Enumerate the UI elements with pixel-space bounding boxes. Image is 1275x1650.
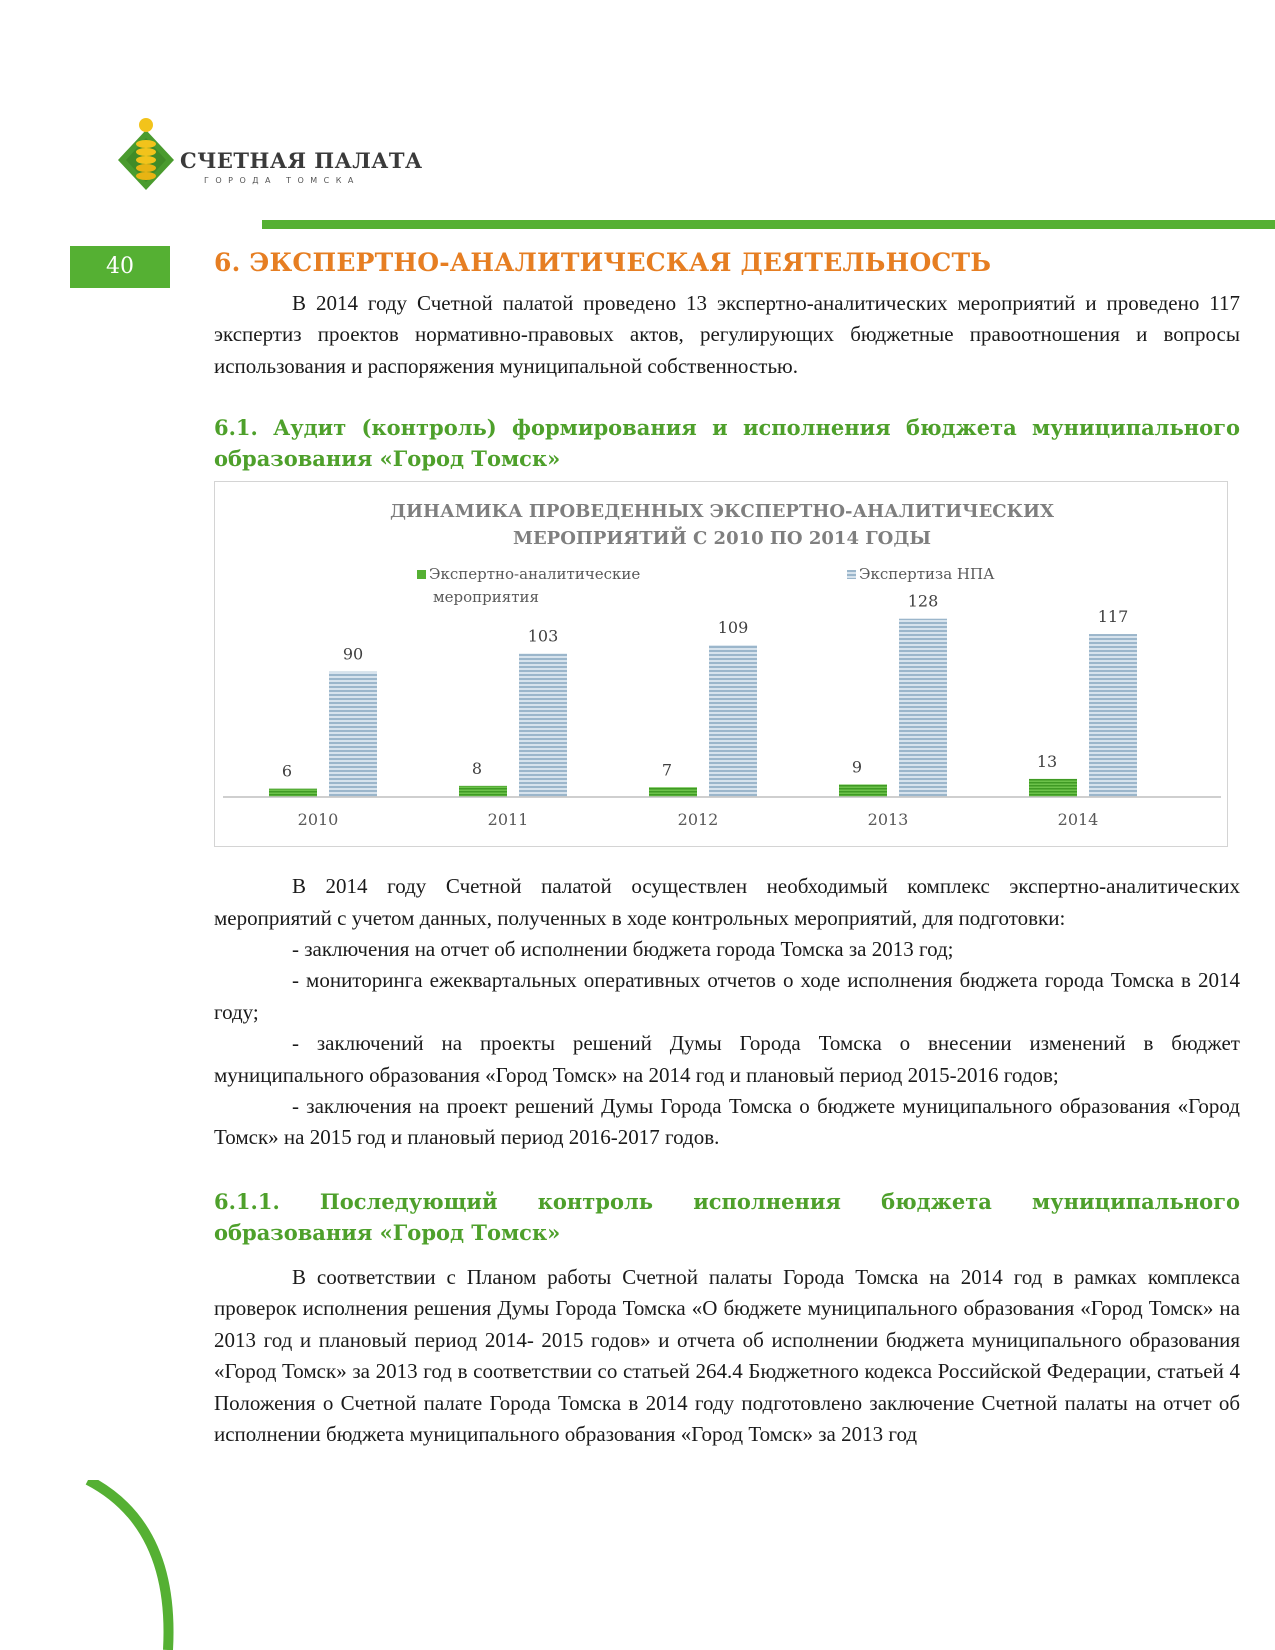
subsection-title: 6.1. Аудит (контроль) формирования и исполнения бюджета муниципального образования «Город Томск» — [214, 415, 1240, 472]
coin-stack-logo-icon — [118, 118, 174, 198]
data-label-npa-2010: 90 — [342, 644, 364, 664]
page-content — [214, 246, 1240, 1450]
bar-eam-2014 — [1029, 779, 1077, 797]
x-tick-label-2012: 2012 — [677, 810, 719, 830]
data-label-npa-2012: 109 — [717, 618, 749, 638]
x-axis-labels — [298, 810, 1099, 829]
bar-eam-2013 — [839, 785, 887, 798]
bar-eam-2012 — [649, 787, 697, 797]
legend-label-series-1: Экспертно-аналитические — [429, 565, 641, 584]
data-label-eam-2010: 6 — [281, 761, 293, 781]
chart-title-line1: ДИНАМИКА ПРОВЕДЕННЫХ ЭКСПЕРТНО-АНАЛИТИЧЕСКИХ — [390, 501, 1054, 523]
bar-eam-2011 — [459, 786, 507, 797]
data-label-eam-2011: 8 — [471, 759, 483, 779]
bullet-item: - заключения на проект решений Думы Города Томска о бюджете муниципального образования «Город Томск» на 2015 год и плановый период 2016-2017 годов. — [214, 1094, 1240, 1150]
bullet-item: - мониторинга ежеквартальных оперативных отчетов о ходе исполнения бюджета города Томска в 2014 году; — [214, 968, 1240, 1024]
bar-eam-2010 — [269, 789, 317, 797]
bar-npa-2013 — [899, 619, 947, 797]
bar-npa-2014 — [1089, 634, 1137, 797]
data-label-eam-2014: 13 — [1036, 752, 1058, 772]
subsection-paragraph: В 2014 году Счетной палатой осуществлен необходимый комплекс экспертно-аналитических мероприятий с учетом данных, полученных в ходе контрольных мероприятий, для подготовки: — [214, 874, 1240, 930]
bullet-item: - заключений на проекты решений Думы Города Томска о внесении изменений в бюджет муниципального образования «Город Томск» на 2014 год и плановый период 2015-2016 годов; — [214, 1031, 1240, 1087]
decorative-arc — [0, 1480, 180, 1650]
data-label-npa-2013: 128 — [907, 591, 939, 611]
section-title: 6. ЭКСПЕРТНО-АНАЛИТИЧЕСКАЯ ДЕЯТЕЛЬНОСТЬ — [214, 248, 992, 277]
legend-swatch-series-2 — [847, 570, 856, 579]
x-tick-label-2011: 2011 — [487, 810, 529, 830]
subsubsection-title: 6.1.1. Последующий контроль исполнения бюджета муниципального образования «Город Томск» — [214, 1188, 1240, 1245]
bar-npa-2010 — [329, 672, 377, 797]
x-tick-label-2014: 2014 — [1057, 810, 1099, 830]
header-rule — [262, 220, 1275, 229]
legend-label-series-1-line2: мероприятия — [433, 588, 539, 607]
org-name: СЧЕТНАЯ ПАЛАТА — [180, 148, 423, 173]
org-subtitle: ГОРОДА ТОМСКА — [204, 176, 360, 185]
intro-paragraph: В 2014 году Счетной палатой проведено 13 экспертно-аналитических мероприятий и проведено 117 экспертиз проектов нормативно-правовых актов, регулирующих бюджетные правоотношения и вопросы использования и распоряжения муниципальной собственностью. — [214, 291, 1240, 378]
data-label-eam-2013: 9 — [851, 757, 863, 777]
bullet-item: - заключения на отчет об исполнении бюджета города Томска за 2013 год; — [292, 937, 954, 962]
legend-label-series-2: Экспертиза НПА — [859, 565, 995, 584]
chart-container — [214, 481, 1228, 847]
x-tick-label-2013: 2013 — [867, 810, 909, 830]
legend-swatch-series-1 — [417, 570, 426, 579]
bar-npa-2011 — [519, 654, 567, 797]
data-label-npa-2011: 103 — [527, 626, 559, 646]
bar-chart — [215, 482, 1229, 848]
data-label-npa-2014: 117 — [1097, 607, 1129, 627]
chart-title-line2: МЕРОПРИЯТИЙ С 2010 ПО 2014 ГОДЫ — [513, 528, 931, 550]
chart-bars — [269, 592, 1137, 797]
logo — [118, 118, 423, 198]
x-tick-label-2010: 2010 — [297, 810, 339, 830]
bar-npa-2012 — [709, 645, 757, 797]
data-label-eam-2012: 7 — [661, 760, 673, 780]
page-number: 40 — [70, 246, 170, 288]
subsubsection-paragraph: В соответствии с Планом работы Счетной палаты Города Томска на 2014 год в рамках комплекса проверок исполнения решения Думы Города Томска «О бюджете муниципального образования «Город Томск» на 2013 год и плановый период 2014- 2015 годов» и отчета об исполнении бюджета муниципального образования «Город Томск» за 2013 год в соответствии со статьей 264.4 Бюджетного кодекса Российской Федерации, статьей 4 Положения о Счетной палате Города Томска в 2014 году подготовлено заключение Счетной палаты на отчет об исполнении бюджета муниципального образования «Город Томск» за 2013 год — [214, 1264, 1240, 1446]
